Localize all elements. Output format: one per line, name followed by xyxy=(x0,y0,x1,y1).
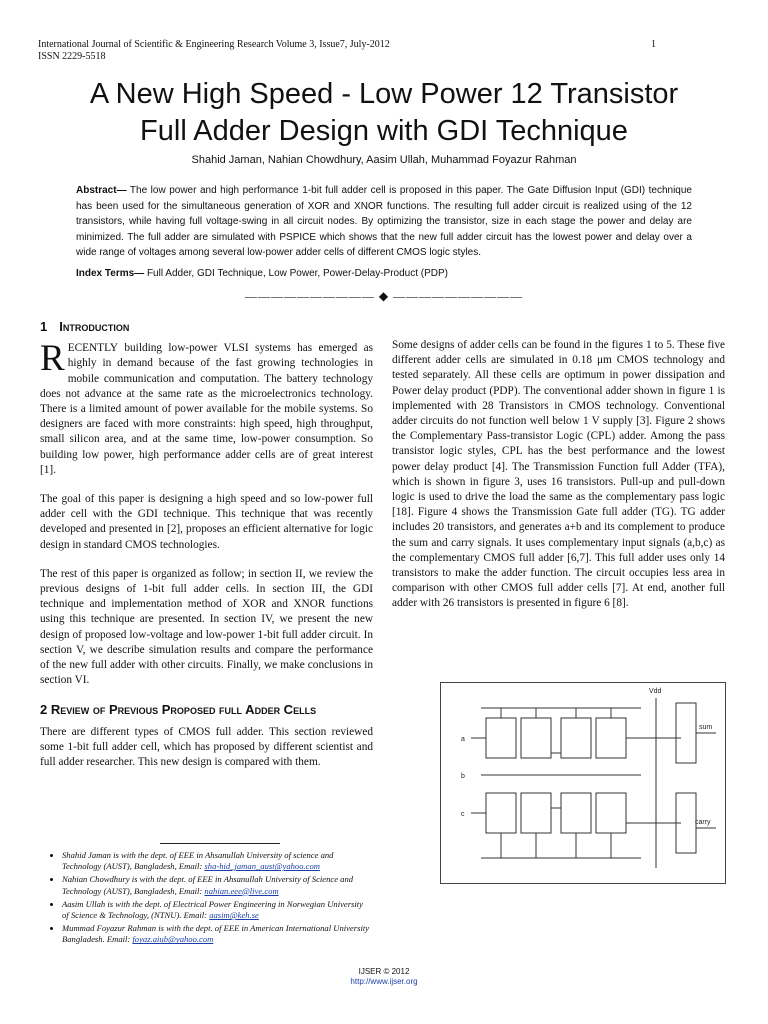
issn-line: ISSN 2229-5518 xyxy=(38,51,106,62)
left-column xyxy=(40,315,373,784)
footnote-1: • Shahid Jaman is with the dept. of EEE in Ahsanullah University of science and Technology (AUST), Bangladesh, Email: sha-hid_jaman_aust@yahoo.com xyxy=(62,850,370,872)
intro-paragraph-3: The rest of this paper is organized as follow; in section II, we review the previous designs of 1-bit full adder cells. In section III, the GDI technique and implementation method of XOR and XNOR functions using this technique are presented. In section IV, we present the new design of proposed low-voltage and low-power 1-bit full adder circuit. In section V, we describe simulation results and compare the performance of the new full adder with other circuits. Finally, we make conclusions in section VI. xyxy=(40,567,373,687)
section-1-title: Introduction xyxy=(59,319,130,334)
section-2-number: 2 xyxy=(40,702,48,718)
paper-title xyxy=(40,76,728,150)
section-1-number: 1 xyxy=(40,319,48,334)
email-link-4[interactable]: foyaz.aiub@yahoo.com xyxy=(132,934,214,945)
section-2-title: Review of Previous Proposed full Adder Cells xyxy=(50,702,317,718)
drop-cap-word: ECENTLY xyxy=(67,342,119,355)
footer-url-link[interactable]: http://www.ijser.org xyxy=(350,977,418,986)
author-list: Shahid Jaman, Nahian Chowdhury, Aasim Ullah, Muhammad Foyazur Rahman xyxy=(191,154,577,166)
email-link-3[interactable]: aasim@keh.se xyxy=(209,910,259,921)
intro-paragraph-2: The goal of this paper is designing a high speed and so low-power full adder cell with the GDI technique. This technique that was recently developed and presented in [2], proposes an efficient alternative for logic design in standard CMOS technologies. xyxy=(40,493,373,551)
index-terms-label: Index Terms— xyxy=(76,268,145,279)
review-paragraph-1: There are different types of CMOS full adder. This section reviewed some 1-bit full adder cell, which has proposed by different scientist and full adder researcher. This new design is compared with them. xyxy=(40,725,373,769)
circuit-schematic xyxy=(441,683,725,883)
footnote-2: • Nahian Chowdhury is with the dept. of EEE in Ahsanullah University of Science and Technology (AUST), Bangladesh, Email: nahian.eee@live.com xyxy=(62,874,370,896)
section-1-heading xyxy=(40,319,373,334)
footnote-4: • Mummad Foyazur Rahman is with the dept. of EEE in American International University Bangladesh. Email: foyaz.aiub@yahoo.com xyxy=(62,923,370,945)
input-b-label: b xyxy=(461,773,465,780)
index-terms xyxy=(76,268,692,279)
email-link-2[interactable]: nahian.eee@live.com xyxy=(204,885,279,896)
footnote-3: • Aasim Ullah is with the dept. of Electrical Power Engineering in Norwegian University of Science & Technology, (NTNU). Email: aasim@keh.se xyxy=(62,899,370,921)
drop-cap: R xyxy=(40,338,65,380)
footnote-rule xyxy=(160,843,280,844)
email-link-1[interactable]: sha-hid_jaman_aust@yahoo.com xyxy=(204,861,320,872)
abstract-text: The low power and high performance 1-bit full adder cell is proposed in this paper. The Gate Diffusion Input (GDI) technique has been used for the simultaneous generation of XOR and XNOR functions. The resulting full adder circuit is realized using of the 12 transistors, while having full voltage-swing in all circuit nodes. By optimizing the transistor, size in each stage the power and delay are minimized. The full adder are simulated with PSPICE which shows that the new full adder circuit has the lowest power and delay over a wide range of voltages among several low-power adder cells of different CMOS logic styles. xyxy=(76,185,692,259)
vdd-label: Vdd xyxy=(649,688,662,695)
title-line-2: Full Adder Design with GDI Technique xyxy=(140,115,628,147)
input-a-label: a xyxy=(461,736,465,743)
intro-paragraph-1-text: building low-power VLSI systems has emerged as highly in demand because of the fast growing technologies in mobile communication and computation. The battery technology does not advance at the same rate as the microelectronics technology. There is a limited amount of power available for the mobile systems. So designers are faced with more constraints: high speed, high throughput, small silicon area, and at the same time, low-power consumption. So building low power, high performance adder cells are of great interest [1]. xyxy=(40,342,373,476)
page-footer xyxy=(334,967,434,987)
abstract xyxy=(76,183,692,261)
author-footnotes xyxy=(50,850,370,948)
footer-copyright: IJSER © 2012 xyxy=(358,967,410,976)
full-adder-circuit-figure xyxy=(440,682,726,884)
input-c-label: c xyxy=(461,811,465,818)
carry-label: carry xyxy=(695,819,711,826)
abstract-label: Abstract— xyxy=(76,185,127,196)
journal-header: International Journal of Scientific & Engineering Research Volume 3, Issue7, July-2012 xyxy=(38,39,390,50)
sum-label: sum xyxy=(699,724,713,731)
title-line-1: A New High Speed - Low Power 12 Transistor xyxy=(89,78,679,110)
section-divider: —————————— ◆ —————————— xyxy=(244,289,524,303)
right-paragraph-1: Some designs of adder cells can be found in the figures 1 to 5. These five different adder cells are simulated in 0.18 μm CMOS technology and tested separately. All these cells are optimum in power dissipation and Power delay product (PDP). The conventional adder shown in figure 1 is implemented with 28 Transistors in CMOS technology. Conventional adder circuits do not function well below 1 V supply [3]. Figure 2 shows the Complementary Pass-transistor Logic (CPL) adder. Among the pass transistor logic styles, CPL has the best performance and the lowest power delay product [4]. The Transmission Function full Adder (TFA), which is shown in figure 3, uses 16 transistors. Pull-up and pull-down logic is used to drive the load the same as the complementary pass logic [18]. Figure 4 shows the Transmission Gate full adder (TG). TG adder includes 20 transistors, and generates a+b and its complement to produce the sum and carry signals. It uses complementary input signals (a,b,c) as the complementary CMOS full adder [6,7]. This full adder uses only 14 transistors to make the adder function. The circuit occupies less area in comparison with other CMOS full adder cells [7]. At end, another full adder with 26 transistors is presented in figure 6 [8]. xyxy=(392,339,725,610)
section-2-heading xyxy=(40,702,373,717)
right-column xyxy=(392,338,725,626)
page-number: 1 xyxy=(651,39,656,50)
index-terms-text: Full Adder, GDI Technique, Low Power, Power-Delay-Product (PDP) xyxy=(144,268,449,279)
intro-paragraph-1 xyxy=(40,338,373,478)
